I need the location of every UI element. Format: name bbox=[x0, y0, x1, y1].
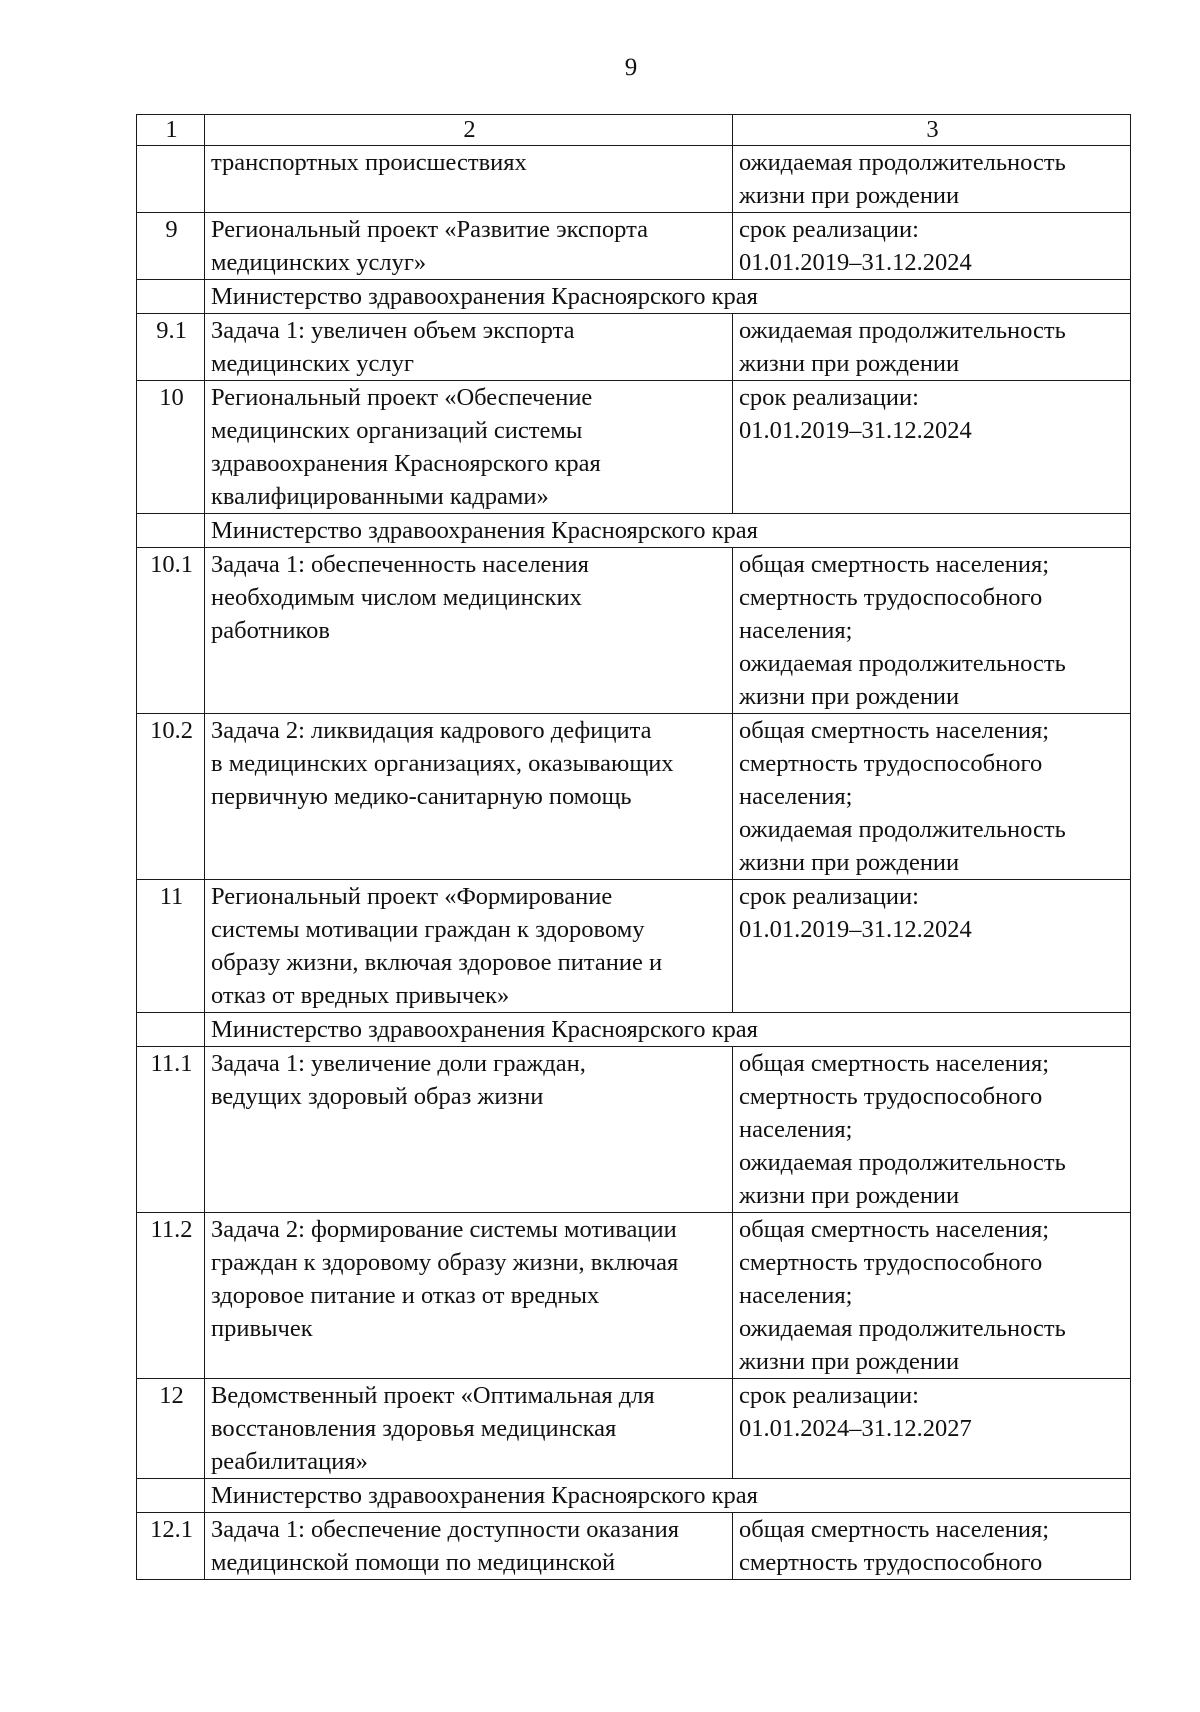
row-number: 11.1 bbox=[137, 1047, 205, 1213]
row-number: 10.1 bbox=[137, 548, 205, 714]
project-task-name: Задача 1: обеспеченность населения необходимым числом медицинских работников bbox=[205, 548, 733, 714]
indicator-value: срок реализации: 01.01.2019–31.12.2024 bbox=[733, 213, 1131, 280]
ministry-row bbox=[137, 1479, 1131, 1513]
project-task-name: Задача 2: ликвидация кадрового дефицита в медицинских организациях, оказывающих первичную медико-санитарную помощь bbox=[205, 714, 733, 880]
indicator-value: ожидаемая продолжительность жизни при рождении bbox=[733, 314, 1131, 381]
indicator-value: общая смертность населения; смертность трудоспособного населения; ожидаемая продолжительность жизни при рождении bbox=[733, 548, 1131, 714]
row-number: 11 bbox=[137, 880, 205, 1013]
row-number-empty bbox=[137, 1479, 205, 1513]
project-task-name: Задача 2: формирование системы мотивации граждан к здоровому образу жизни, включая здоровое питание и отказ от вредных привычек bbox=[205, 1213, 733, 1379]
row-number bbox=[137, 146, 205, 213]
project-task-name: транспортных происшествиях bbox=[205, 146, 733, 213]
table-row bbox=[137, 213, 1131, 280]
column-header-2: 2 bbox=[205, 115, 733, 146]
table-row bbox=[137, 548, 1131, 714]
project-task-name: Ведомственный проект «Оптимальная для восстановления здоровья медицинская реабилитация» bbox=[205, 1379, 733, 1479]
table-row bbox=[137, 1213, 1131, 1379]
row-number-empty bbox=[137, 1013, 205, 1047]
column-header-3: 3 bbox=[733, 115, 1131, 146]
table-header-row bbox=[137, 115, 1131, 146]
indicator-value: срок реализации: 01.01.2019–31.12.2024 bbox=[733, 381, 1131, 514]
table-row bbox=[137, 1379, 1131, 1479]
project-task-name: Региональный проект «Обеспечение медицинских организаций системы здравоохранения Красноярского края квалифицированными кадрами» bbox=[205, 381, 733, 514]
table-row bbox=[137, 714, 1131, 880]
indicator-value: общая смертность населения; смертность трудоспособного населения; ожидаемая продолжительность жизни при рождении bbox=[733, 1213, 1131, 1379]
ministry-name: Министерство здравоохранения Красноярского края bbox=[205, 1013, 1131, 1047]
indicator-value: ожидаемая продолжительность жизни при рождении bbox=[733, 146, 1131, 213]
table-row bbox=[137, 381, 1131, 514]
program-table bbox=[136, 114, 1131, 1580]
table-row bbox=[137, 880, 1131, 1013]
ministry-row bbox=[137, 514, 1131, 548]
row-number: 12.1 bbox=[137, 1513, 205, 1580]
project-task-name: Региональный проект «Формирование системы мотивации граждан к здоровому образу жизни, включая здоровое питание и отказ от вредных привычек» bbox=[205, 880, 733, 1013]
page-number: 9 bbox=[624, 54, 638, 81]
ministry-name: Министерство здравоохранения Красноярского края bbox=[205, 514, 1131, 548]
ministry-row bbox=[137, 280, 1131, 314]
indicator-value: общая смертность населения; смертность трудоспособного bbox=[733, 1513, 1131, 1580]
row-number-empty bbox=[137, 280, 205, 314]
row-number: 10.2 bbox=[137, 714, 205, 880]
row-number: 10 bbox=[137, 381, 205, 514]
row-number: 11.2 bbox=[137, 1213, 205, 1379]
table-row bbox=[137, 146, 1131, 213]
row-number: 12 bbox=[137, 1379, 205, 1479]
row-number: 9.1 bbox=[137, 314, 205, 381]
indicator-value: общая смертность населения; смертность трудоспособного населения; ожидаемая продолжительность жизни при рождении bbox=[733, 714, 1131, 880]
table-row bbox=[137, 314, 1131, 381]
project-task-name: Задача 1: увеличение доли граждан, ведущих здоровый образ жизни bbox=[205, 1047, 733, 1213]
ministry-name: Министерство здравоохранения Красноярского края bbox=[205, 280, 1131, 314]
indicator-value: срок реализации: 01.01.2019–31.12.2024 bbox=[733, 880, 1131, 1013]
ministry-name: Министерство здравоохранения Красноярского края bbox=[205, 1479, 1131, 1513]
ministry-row bbox=[137, 1013, 1131, 1047]
indicator-value: общая смертность населения; смертность трудоспособного населения; ожидаемая продолжительность жизни при рождении bbox=[733, 1047, 1131, 1213]
table-row bbox=[137, 1513, 1131, 1580]
row-number: 9 bbox=[137, 213, 205, 280]
indicator-value: срок реализации: 01.01.2024–31.12.2027 bbox=[733, 1379, 1131, 1479]
row-number-empty bbox=[137, 514, 205, 548]
table-row bbox=[137, 1047, 1131, 1213]
project-task-name: Региональный проект «Развитие экспорта медицинских услуг» bbox=[205, 213, 733, 280]
project-task-name: Задача 1: обеспечение доступности оказания медицинской помощи по медицинской bbox=[205, 1513, 733, 1580]
column-header-1: 1 bbox=[137, 115, 205, 146]
project-task-name: Задача 1: увеличен объем экспорта медицинских услуг bbox=[205, 314, 733, 381]
